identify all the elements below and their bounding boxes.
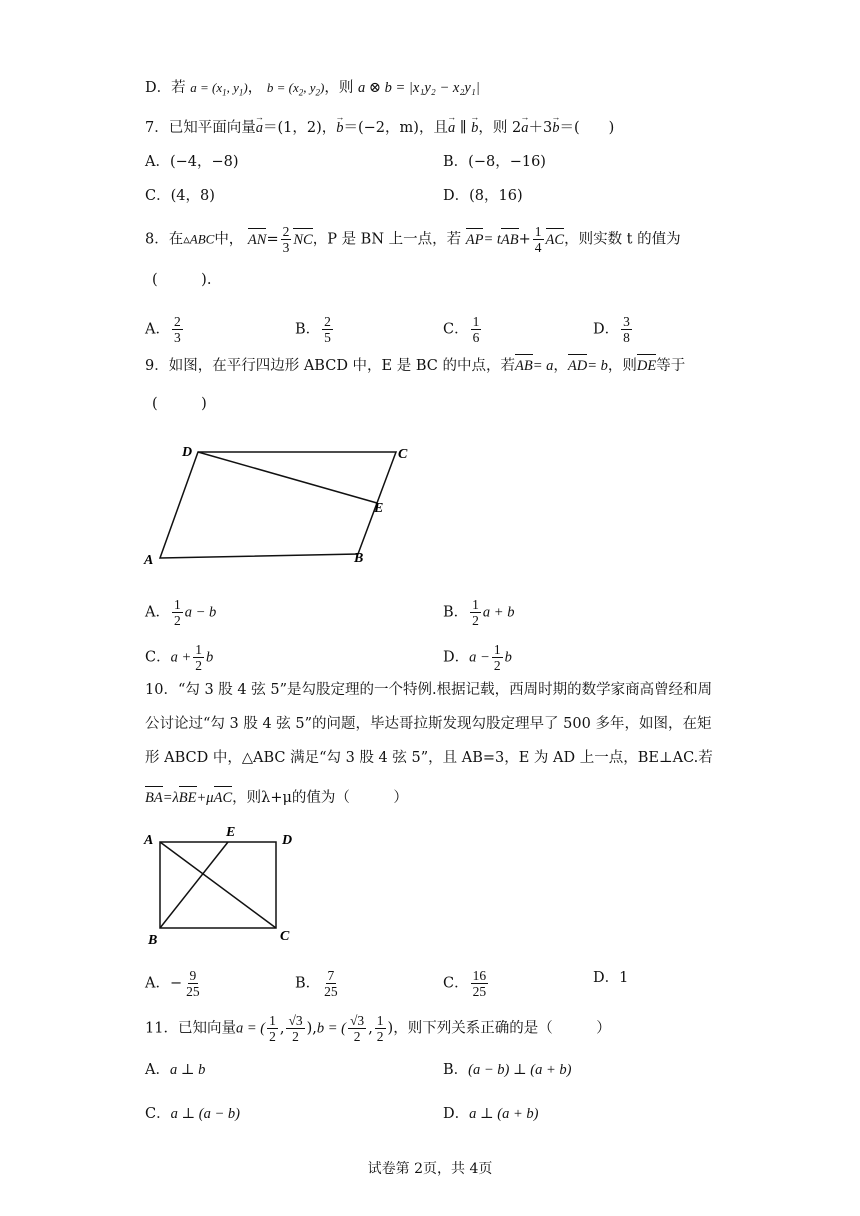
q8-option-d[interactable]: D． $\frac{3}{8}$ bbox=[593, 314, 630, 345]
q7-option-a[interactable]: A．(−4，−8) bbox=[145, 154, 239, 170]
label-a: A bbox=[144, 553, 154, 568]
q11-option-d[interactable]: D．a ⊥ (a + b) bbox=[443, 1106, 539, 1122]
q10-line1: 10．“勾 3 股 4 弦 5”是勾股定理的一个特例.根据记载，西周时期的数学家商高曾经和周 bbox=[145, 682, 713, 698]
q7-option-c[interactable]: C．(4，8) bbox=[145, 188, 215, 204]
q11-stem: 11．已知向量a = ( $\frac{1}{2}$ , $\frac{√3}{2}$ ),b = ( $\frac{√3}{2}$ , $\frac{1}{2}$ )，则下列关系正确的是（ ） bbox=[145, 1013, 611, 1044]
q8-option-a[interactable]: A． $\frac{2}{3}$ bbox=[145, 314, 181, 345]
label-b: B bbox=[354, 551, 364, 566]
q7-option-d[interactable]: D．(8，16) bbox=[443, 188, 523, 204]
label-d: D bbox=[182, 445, 193, 460]
q8-stem: 8．在▵ABC中， AN= $\frac{2}{3}$ NC，P 是 BN 上一点，若 AP= tAB+ $\frac{1}{4}$ AC，则实数 t 的值为 bbox=[145, 224, 681, 255]
q9-option-b[interactable]: B． $\frac{1}{2}$ a + b bbox=[443, 597, 515, 628]
q10-option-c[interactable]: C． $\frac{16}{25}$ bbox=[443, 968, 487, 999]
label-b: B bbox=[148, 933, 158, 948]
q10-line3: 形 ABCD 中，△ABC 满足“勾 3 股 4 弦 5”，且 AB=3，E 为 AD 上一点，BE⊥AC.若 bbox=[145, 750, 713, 766]
q9-stem: 9．如图，在平行四边形 ABCD 中，E 是 BC 的中点，若AB= a，AD= b，则DE等于 bbox=[145, 358, 686, 374]
q11-option-a[interactable]: A．a ⊥ b bbox=[145, 1062, 206, 1078]
q11-option-c[interactable]: C．a ⊥ (a − b) bbox=[145, 1106, 240, 1122]
q7-option-b[interactable]: B．(−8，−16) bbox=[443, 154, 546, 170]
q10-option-d[interactable]: D．1 bbox=[593, 970, 629, 986]
segment-de bbox=[198, 452, 377, 503]
q7-stem: 7．已知平面向量a →＝(1，2)，b →＝(−2，m)，且a → ∥ b →，则 2a →＋3b →＝( ) bbox=[145, 118, 614, 138]
label-a: A bbox=[144, 833, 154, 848]
q8-paren: ( ). bbox=[152, 272, 212, 288]
page-footer: 试卷第 2页，共 4页 bbox=[367, 1161, 493, 1177]
q8-option-b[interactable]: B． $\frac{2}{5}$ bbox=[295, 314, 331, 345]
q10-option-a[interactable]: A．− $\frac{9}{25}$ bbox=[145, 968, 200, 999]
q9-option-d[interactable]: D．a − $\frac{1}{2}$ b bbox=[443, 642, 512, 673]
label-c: C bbox=[398, 447, 408, 462]
label-c: C bbox=[280, 929, 290, 944]
label-e: E bbox=[374, 501, 384, 516]
parallelogram-abcd bbox=[160, 452, 396, 558]
rectangle-figure bbox=[140, 822, 310, 950]
parallelogram-figure bbox=[140, 436, 420, 570]
q9-option-c[interactable]: C．a + $\frac{1}{2}$ b bbox=[145, 642, 214, 673]
q10-option-b[interactable]: B． $\frac{7}{25}$ bbox=[295, 968, 338, 999]
q6-option-d: D．若 $a = (x_1$, $y_1$)， $b = (x_2$, $y_2$)，则 a ⊗ b = |x₁y₂ − x₂y₁| bbox=[145, 80, 480, 98]
q8-option-c[interactable]: C． $\frac{1}{6}$ bbox=[443, 314, 480, 345]
q10-line2: 公讨论过“勾 3 股 4 弦 5”的问题，毕达哥拉斯发现勾股定理早了 500 多年，如图，在矩 bbox=[145, 716, 712, 732]
q10-line4: BA=λBE+μAC，则λ+μ的值为（ ） bbox=[145, 790, 408, 806]
q11-option-b[interactable]: B．(a − b) ⊥ (a + b) bbox=[443, 1062, 572, 1078]
label-d: D bbox=[282, 833, 293, 848]
label-e: E bbox=[226, 825, 236, 840]
q9-paren: ( ) bbox=[152, 396, 207, 412]
q9-option-a[interactable]: A． $\frac{1}{2}$ a − b bbox=[145, 597, 217, 628]
